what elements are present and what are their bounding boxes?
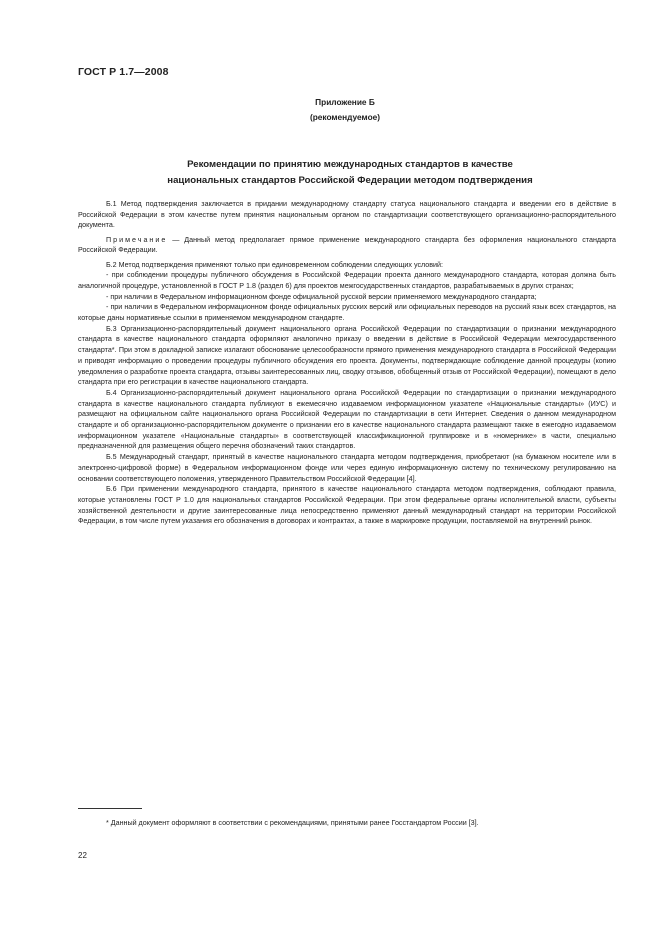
paragraph-b1: Б.1 Метод подтверждения заключается в придании международному стандарту статуса национального стандарта и введении его в действие в Российской Федерации в этом качестве путем принятия национальным органом по стандартизации соответствующего организационно-распорядительного документа. (78, 200, 616, 230)
paragraph-b2: Б.2 Метод подтверждения применяют только при единовременном соблюдении следующих условий: (106, 260, 443, 269)
paragraph-b6: Б.6 При применении международного стандарта, принятого в качестве национального стандарта методом подтверждения, соблюдают правила, которые установлены ГОСТ Р 1.0 для национальных стандартов Российской Федерации. При этом федеральные органы исполнительной власти, субъекты хозяйственной деятельности и другие заинтересованные лица непосредственно применяют данный международный стандарт на территории Российской Федерации, в том числе путем указания его обозначения в договорах и контрактах, а также в маркировке продукции, поставляемой на внутренний рынок. (78, 485, 616, 526)
b2-condition-3: - при наличии в Федеральном информационном фонде официальных русских версий или официальных переводов на русский язык всех стандартов, на которые даны нормативные ссылки в применяемом международном стандарте. (78, 303, 616, 323)
document-header: ГОСТ Р 1.7—2008 (78, 66, 169, 78)
footnote: * Данный документ оформляют в соответствии с рекомендациями, принятыми ранее Госстандартом России [3]. (106, 819, 479, 827)
paragraph-b5: Б.5 Международный стандарт, принятый в качестве национального стандарта методом подтверждения, приобретают (на бумажном носителе или в электронно-цифровой форме) в Федеральном информационном фонде или через единую информационную систему по техническому регулированию на основании соответствующего положения, утвержденного Правительством Российской Федерации [4]. (78, 453, 616, 483)
body-text (78, 199, 616, 527)
paragraph-b4: Б.4 Организационно-распорядительный документ национального органа Российской Федерации по стандартизации о признании международного стандарта в качестве национального стандарта публикуют в ежемесячно издаваемом информационном указателе «Национальные стандарты» (ИУС) и размещают на официальном сайте национального органа Российской Федерации по стандартизации в сети Интернет. Сведения о данном международном стандарте и об организационно-распорядительном документе о признании его в качестве национального стандарта размещают также в ежегодно издаваемом информационном указателе «Национальные стандарты» в соответствующей классификационной группировке и в «номернике» в части, специально предназначенной для размещения общего перечня обозначений таких стандартов. (78, 388, 616, 451)
paragraph-b3: Б.3 Организационно-распорядительный документ национального органа Российской Федерации по стандартизации о признании международного стандарта в качестве национального стандарта оформляют аналогично приказу о введении в действие в Российской Федерации межгосударственного стандарта*. При этом в докладной записке излагают обоснование целесообразности прямого применения международного стандарта в Российской Федерации и приводят информацию о проведении процедуры публичного обсуждения его проекта. Документы, подтверждающие соблюдение данной процедуры (копию уведомления о разработке проекта стандарта, отзывы заинтересованных лиц, сводку отзывов, обобщенный отзыв от Российской Федерации), помещают в дело стандарта при его регистрации в качестве национального стандарта. (78, 324, 616, 387)
note-label: Примечание (106, 235, 168, 244)
appendix-status: (рекомендуемое) (309, 112, 381, 122)
appendix-label: Приложение Б (315, 97, 375, 107)
footnote-divider (78, 808, 142, 809)
section-title-line-2: национальных стандартов Российской Федерации методом подтверждения (167, 175, 533, 186)
section-title (0, 157, 661, 189)
note-paragraph (78, 235, 616, 256)
page-number: 22 (78, 851, 87, 860)
b2-condition-2: - при наличии в Федеральном информационном фонде официальной русской версии применяемого международного стандарта; (106, 292, 537, 301)
appendix-heading (0, 95, 661, 125)
b2-condition-1: - при соблюдении процедуры публичного обсуждения в Российской Федерации проекта данного международного стандарта, которая должна быть аналогичной процедуре, установленной в ГОСТ Р 1.8 (раздел 6) для проектов межгосударственных стандартов, разрабатываемых в других странах; (78, 271, 616, 290)
section-title-line-1: Рекомендации по принятию международных стандартов в качестве (187, 159, 513, 170)
note-text: — Данный метод предполагает прямое применение международного стандарта без оформления национального стандарта Российской Федерации. (78, 235, 616, 255)
